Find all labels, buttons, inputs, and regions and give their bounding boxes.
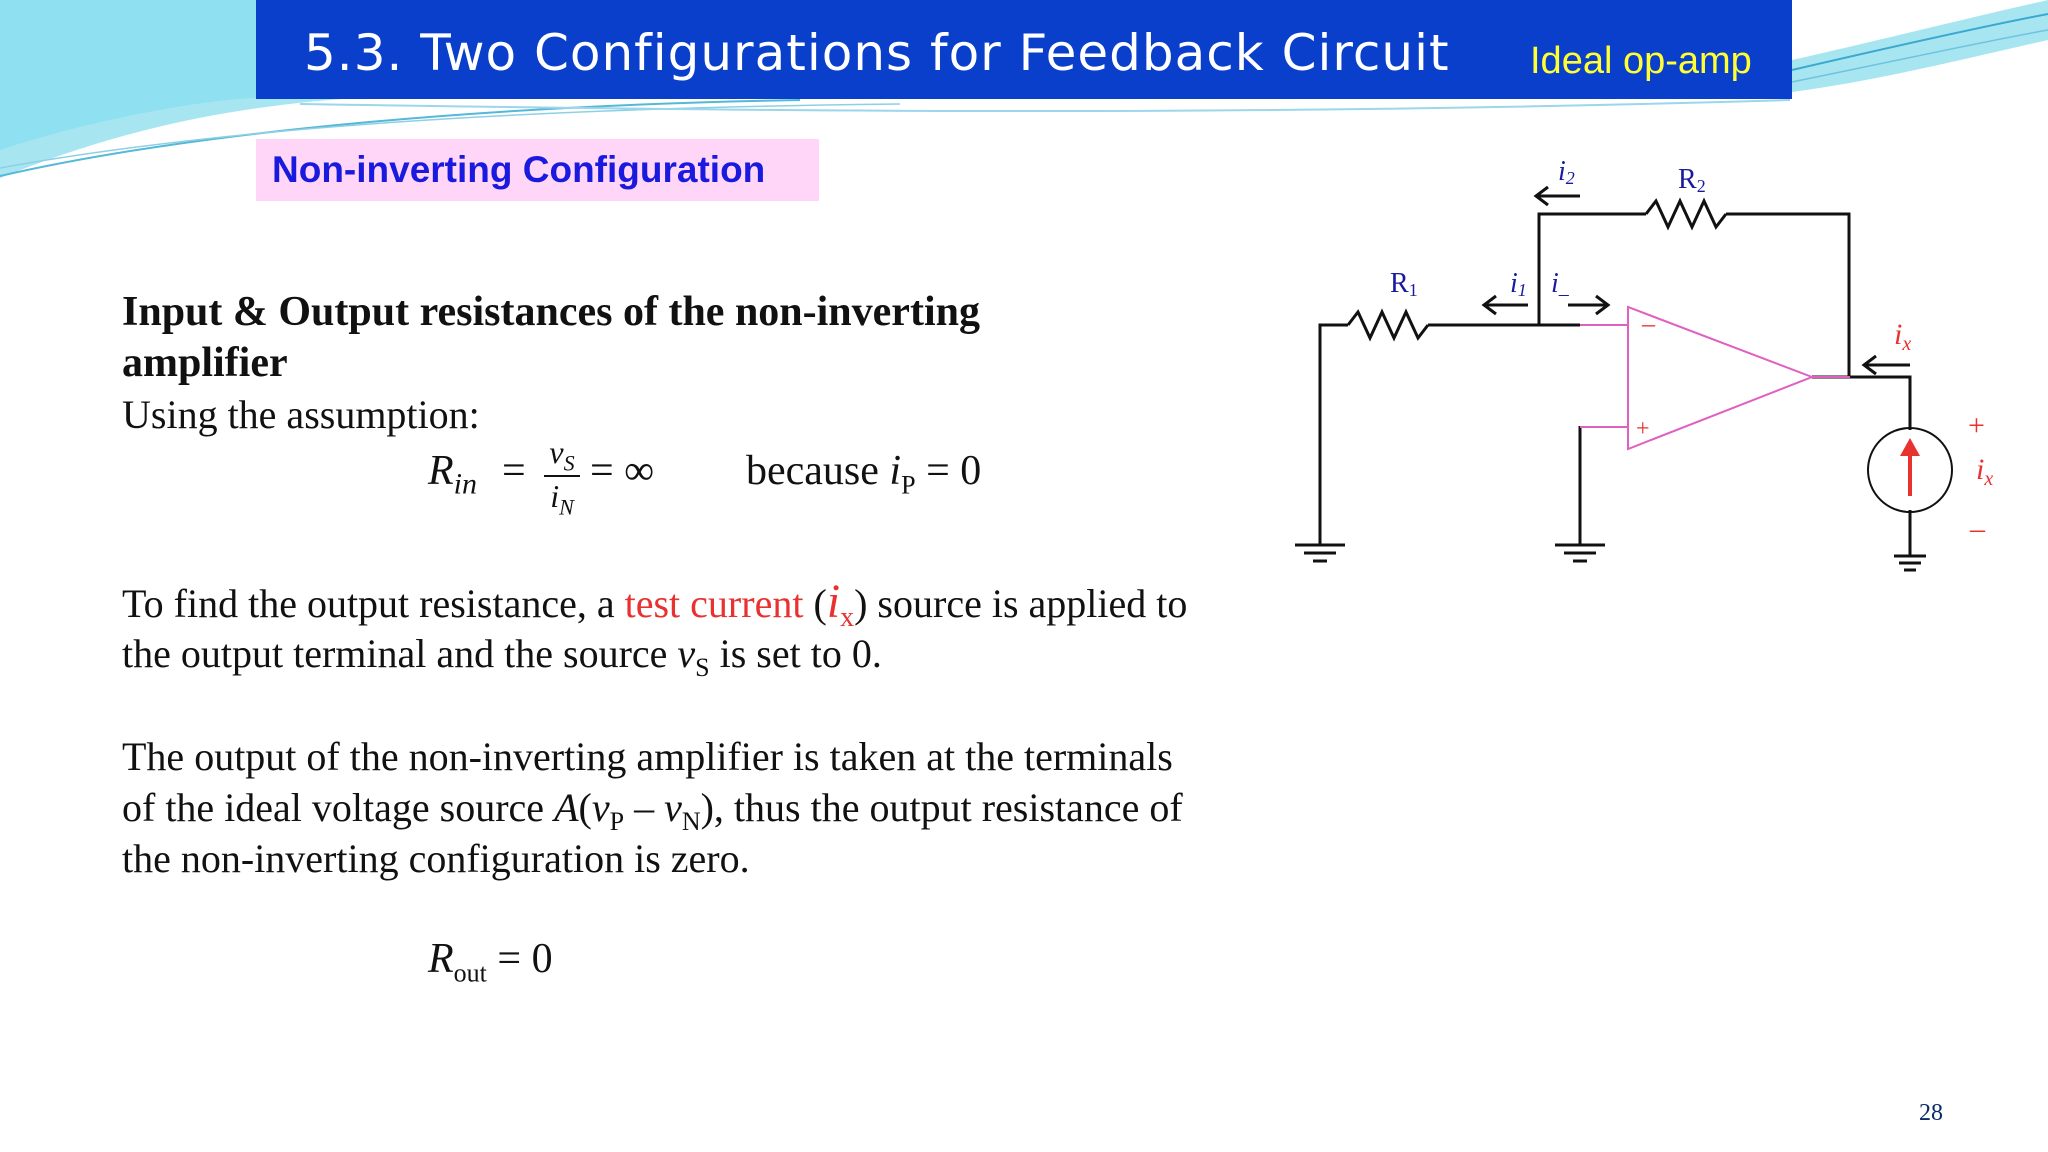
section-label: Non-inverting Configuration — [272, 149, 766, 190]
ground-icon — [1295, 545, 1345, 561]
iminus-label: $i_-$ — [1551, 268, 1569, 305]
arrow-i2-icon — [1536, 187, 1580, 205]
ground-icon — [1555, 545, 1605, 561]
fraction-bar — [544, 475, 580, 477]
para1-line-2: the output terminal and the source $v_S$ is set to 0. — [122, 631, 882, 682]
rin-equals: = — [502, 448, 526, 494]
slide-title: 5.3. Two Configurations for Feedback Circuit — [304, 24, 1450, 82]
i1-label: i1 — [1510, 268, 1527, 300]
heading-line-1: Input & Output resistances of the non-inverting — [122, 289, 980, 335]
i2-label: i2 — [1558, 156, 1575, 188]
para2-line-3: the non-inverting configuration is zero. — [122, 836, 750, 881]
r2-resistor — [1646, 201, 1726, 227]
title-tag: Ideal op-amp — [1530, 40, 1752, 82]
para1-line-1: To find the output resistance, a test current $(i_x)$ source is applied to — [122, 575, 1188, 633]
opamp-minus-sign: – — [1642, 309, 1655, 338]
para2-line-1: The output of the non-inverting amplifier is taken at the terminals — [122, 734, 1173, 779]
title-bar — [256, 0, 1792, 99]
because-clause: because $i_P = 0$ — [746, 448, 982, 500]
source-plus-sign: + — [1968, 409, 1985, 442]
source-minus-sign: – — [1970, 512, 1985, 545]
rin-rhs: = ∞ — [590, 448, 655, 494]
section-label-box — [256, 139, 819, 201]
ix-label-source: $i_x$ — [1976, 453, 1994, 490]
r1-resistor — [1348, 312, 1428, 338]
page-number: 28 — [1919, 1100, 1943, 1126]
rout-equation: $R_{out} = 0$ — [428, 936, 553, 988]
opamp-plus-sign: + — [1636, 416, 1650, 442]
circuit-wires — [1320, 201, 1910, 556]
ground-icon — [1894, 556, 1926, 570]
opamp — [1580, 307, 1850, 449]
heading-line-2: amplifier — [122, 340, 288, 386]
source-arrow-icon — [1900, 438, 1920, 496]
rin-denominator: $i_N$ — [550, 478, 574, 520]
ix-label-arrow: $i_x$ — [1894, 318, 1912, 355]
para2-line-2: of the ideal voltage source $A(v_P - v_N)$, thus the output resistance of — [122, 785, 1183, 836]
arrow-iminus-icon — [1568, 296, 1608, 314]
opamp-triangle — [1628, 307, 1812, 449]
arrow-ix-icon — [1864, 356, 1910, 374]
rin-symbol: $R_{in}$ — [428, 448, 477, 501]
circuit-diagram — [1280, 140, 2020, 590]
r1-label: R1 — [1390, 268, 1418, 300]
r2-label: R2 — [1678, 164, 1706, 196]
assumption-text: Using the assumption: — [122, 392, 480, 437]
rin-numerator: $v_S$ — [549, 434, 575, 476]
